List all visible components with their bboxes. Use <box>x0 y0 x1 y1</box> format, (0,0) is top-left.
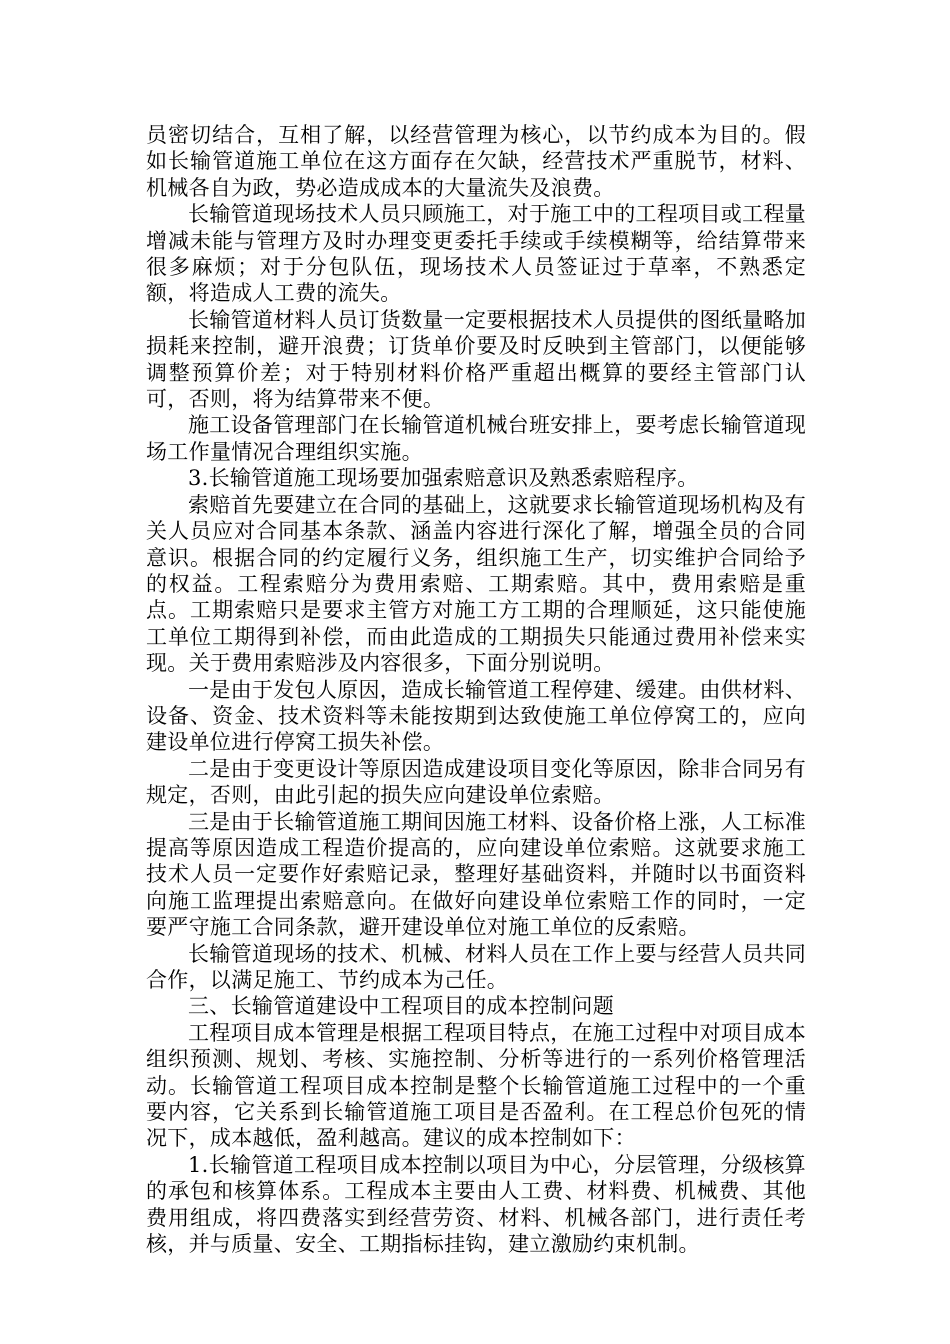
paragraph: 三是由于长输管道施工期间因施工材料、设备价格上涨，人工标准提高等原因造成工程造价提高的，应向建设单位索赔。这就要求施工技术人员一定要作好索赔记录，整理好基础资料，并随时以书面资料向施工监理提出索赔意向。在做好向建设单位索赔工作的同时，一定要严守施工合同条款，避开建设单位对施工单位的反索赔。 <box>146 809 806 940</box>
paragraph: 一是由于发包人原因，造成长输管道工程停建、缓建。由供材料、设备、资金、技术资料等未能按期到达致使施工单位停窝工的，应向建设单位进行停窝工损失补偿。 <box>146 677 806 755</box>
paragraph: 长输管道现场技术人员只顾施工，对于施工中的工程项目或工程量增减未能与管理方及时办理变更委托手续或手续模糊等，给结算带来很多麻烦；对于分包队伍，现场技术人员签证过于草率，不熟悉定额，将造成人工费的流失。 <box>146 202 806 306</box>
paragraph-continued: 员密切结合，互相了解，以经营管理为核心，以节约成本为目的。假如长输管道施工单位在这方面存在欠缺，经营技术严重脱节，材料、机械各自为政，势必造成成本的大量流失及浪费。 <box>146 123 806 200</box>
paragraph: 二是由于变更设计等原因造成建设项目变化等原因，除非合同另有规定，否则，由此引起的损失应向建设单位索赔。 <box>146 756 806 808</box>
section-subheading: 3.长输管道施工现场要加强索赔意识及熟悉索赔程序。 <box>188 466 699 491</box>
paragraph: 长输管道现场的技术、机械、材料人员在工作上要与经营人员共同合作，以满足施工、节约成本为己任。 <box>146 941 806 992</box>
section-heading: 三、长输管道建设中工程项目的成本控制问题 <box>188 994 614 1019</box>
document-page <box>146 122 806 1257</box>
paragraph: 索赔首先要建立在合同的基础上，这就要求长输管道现场机构及有关人员应对合同基本条款、涵盖内容进行深化了解，增强全员的合同意识。根据合同的约定履行义务，组织施工生产，切实维护合同给予的权益。工程索赔分为费用索赔、工期索赔。其中，费用索赔是重点。工期索赔只是要求主管方对施工方工期的合理顺延，这只能使施工单位工期得到补偿，而由此造成的工期损失只能通过费用补偿来实现。关于费用索赔涉及内容很多，下面分别说明。 <box>146 492 806 676</box>
paragraph: 1.长输管道工程项目成本控制以项目为中心，分层管理，分级核算的承包和核算体系。工程成本主要由人工费、材料费、机械费、其他费用组成，将四费落实到经营劳资、材料、机械各部门，进行责任考核，并与质量、安全、工期指标挂钩，建立激励约束机制。 <box>146 1152 806 1257</box>
paragraph: 施工设备管理部门在长输管道机械台班安排上，要考虑长输管道现场工作量情况合理组织实施。 <box>146 413 806 464</box>
paragraph: 长输管道材料人员订货数量一定要根据技术人员提供的图纸量略加损耗来控制，避开浪费；订货单价要及时反映到主管部门，以便能够调整预算价差；对于特别材料价格严重超出概算的要经主管部门认可，否则，将为结算带来不便。 <box>146 307 806 412</box>
paragraph: 工程项目成本管理是根据工程项目特点，在施工过程中对项目成本组织预测、规划、考核、实施控制、分析等进行的一系列价格管理活动。长输管道工程项目成本控制是整个长输管道施工过程中的一个重要内容，它关系到长输管道施工项目是否盈利。在工程总价包死的情况下，成本越低，盈利越高。建议的成本控制如下： <box>146 1020 806 1151</box>
